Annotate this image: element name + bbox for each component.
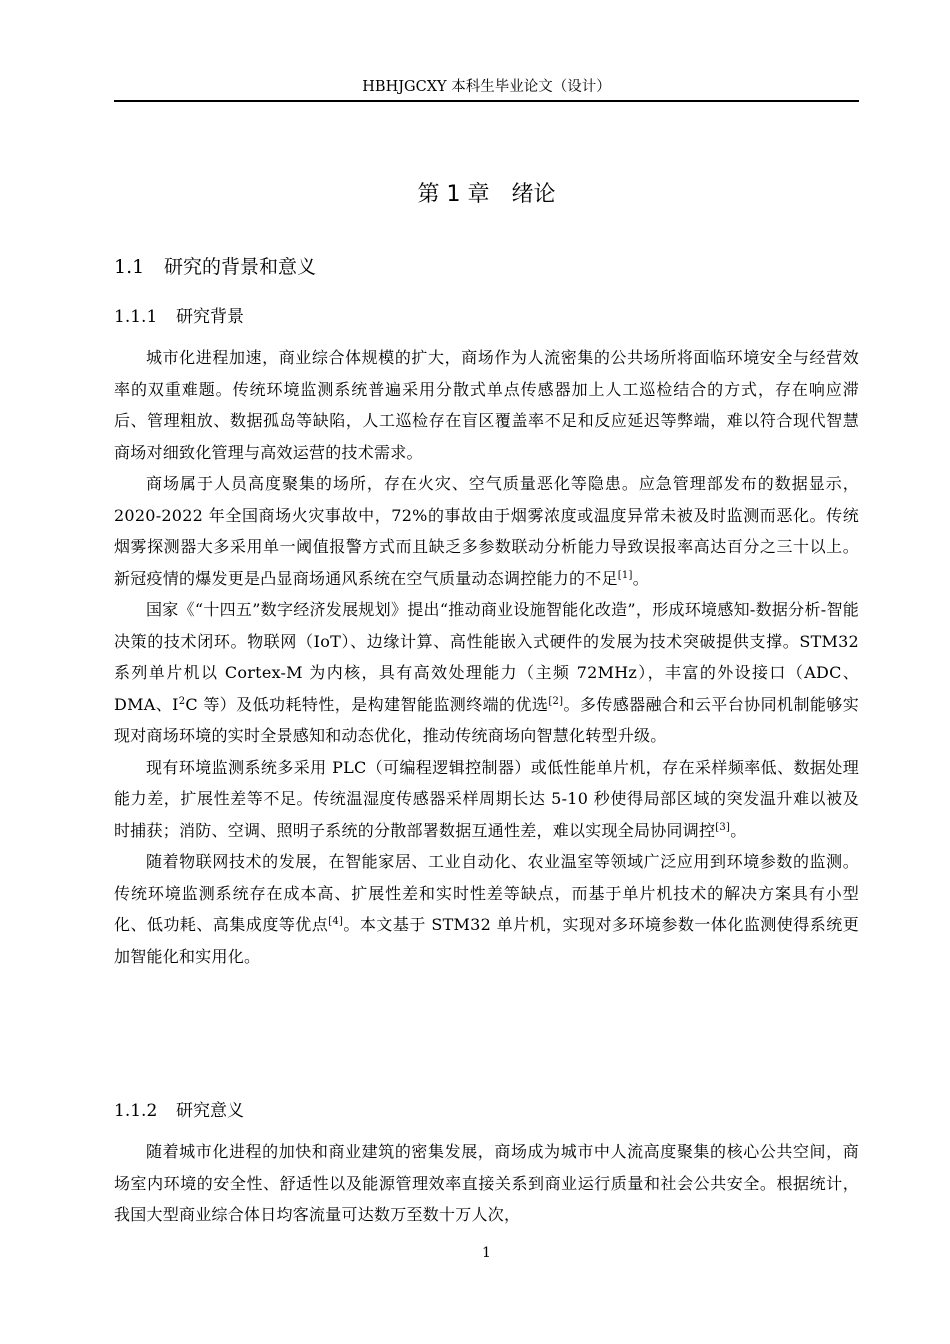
paragraph (114, 594, 859, 752)
paragraph-text: 随着城市化进程的加快和商业建筑的密集发展，商场成为城市中人流高度聚集的核心公共空间，商场室内环境的安全性、舒适性以及能源管理效率直接关系到商业运行质量和社会公共安全。根据统计，我国大型商业综合体日均客流量可达数万至数十万人次， (114, 1142, 859, 1224)
chapter-number: 第 1 章 (417, 182, 490, 207)
paragraph-text: 。多传感器融合和云平台协同机制能够实现对商场环境的实时全景感知和动态优化，推动传统商场向智慧化转型升级。 (114, 694, 859, 745)
paragraph-text: 。 (730, 820, 747, 840)
citation: [2] (548, 695, 564, 707)
paragraph-text: 随着物联网技术的发展，在智能家居、工业自动化、农业温室等领域广泛应用到环境参数的监测。传统环境监测系统存在成本高、扩展性差和实时性差等缺点，而基于单片机技术的解决方案具有小型化、低功耗、高集成度等优点 (114, 852, 859, 934)
chapter-title: 绪论 (511, 182, 556, 207)
section-title: 研究的背景和意义 (164, 256, 317, 278)
section-number: 1.1 (114, 256, 145, 278)
paragraph-text: 商场属于人员高度聚集的场所，存在火灾、空气质量恶化等隐患。应急管理部发布的数据显示，2020-2022 年全国商场火灾事故中，72%的事故由于烟雾浓度或温度异常未被及时监测而恶化。传统烟雾探测器大多采用单一阈值报警方式而且缺乏多参数联动分析能力导致误报率高达百分之三十以上。新冠疫情的爆发更是凸显商场通风系统在空气质量动态调控能力的不足 (114, 474, 859, 588)
paragraph (114, 468, 859, 594)
subsection-heading-background (114, 305, 244, 329)
citation: [1] (617, 569, 633, 581)
significance-body (114, 1136, 859, 1231)
superscript: 2 (178, 695, 186, 707)
paragraph-text: C 等）及低功耗特性，是构建智能监测终端的优选 (185, 694, 549, 714)
page-number: 1 (482, 1245, 491, 1261)
paragraph-text: 城市化进程加速，商业综合体规模的扩大，商场作为人流密集的公共场所将面临环境安全与经营效率的双重难题。传统环境监测系统普遍采用分散式单点传感器加上人工巡检结合的方式，存在响应滞后、管理粗放、数据孤岛等缺陷，人工巡检存在盲区覆盖率不足和反应延迟等弊端，难以符合现代智慧商场对细致化管理与高效运营的技术需求。 (114, 348, 859, 462)
paragraph-text: 。本文基于 STM32 单片机，实现对多环境参数一体化监测使得系统更加智能化和实用化。 (114, 915, 859, 966)
paragraph-text: 现有环境监测系统多采用 PLC（可编程逻辑控制器）或低性能单片机，存在采样频率低、数据处理能力差，扩展性差等不足。传统温湿度传感器采样周期长达 5-10 秒使得局部区域的突发温升难以被及时捕获；消防、空调、照明子系统的分散部署数据互通性差，难以实现全局协同调控 (114, 757, 859, 840)
paragraph (114, 1136, 859, 1231)
paragraph (114, 752, 859, 847)
section-heading (114, 254, 316, 280)
subsection-heading-significance (114, 1099, 244, 1123)
background-body (114, 342, 859, 972)
paragraph (114, 846, 859, 972)
paragraph-text: 国家《“十四五”数字经济发展规划》提出“推动商业设施智能化改造”，形成环境感知-数据分析-智能决策的技术闭环。物联网（IoT）、边缘计算、高性能嵌入式硬件的发展为技术突破提供支撑。STM32 系列单片机以 Cortex-M 为内核，具有高效处理能力（主频 72MHz），丰富的外设接口（ADC、DMA、I (114, 600, 859, 714)
citation: [3] (715, 821, 731, 833)
subsection-number: 1.1.2 (114, 1101, 158, 1121)
citation: [4] (328, 916, 344, 927)
running-header: HBHJGCXY 本科生毕业论文（设计） (114, 76, 859, 102)
subsection-number: 1.1.1 (114, 307, 158, 327)
subsection-title: 研究背景 (176, 307, 244, 327)
paragraph-text: 。 (632, 568, 649, 588)
chapter-heading (114, 180, 859, 210)
paragraph (114, 342, 859, 468)
subsection-title: 研究意义 (176, 1101, 244, 1121)
